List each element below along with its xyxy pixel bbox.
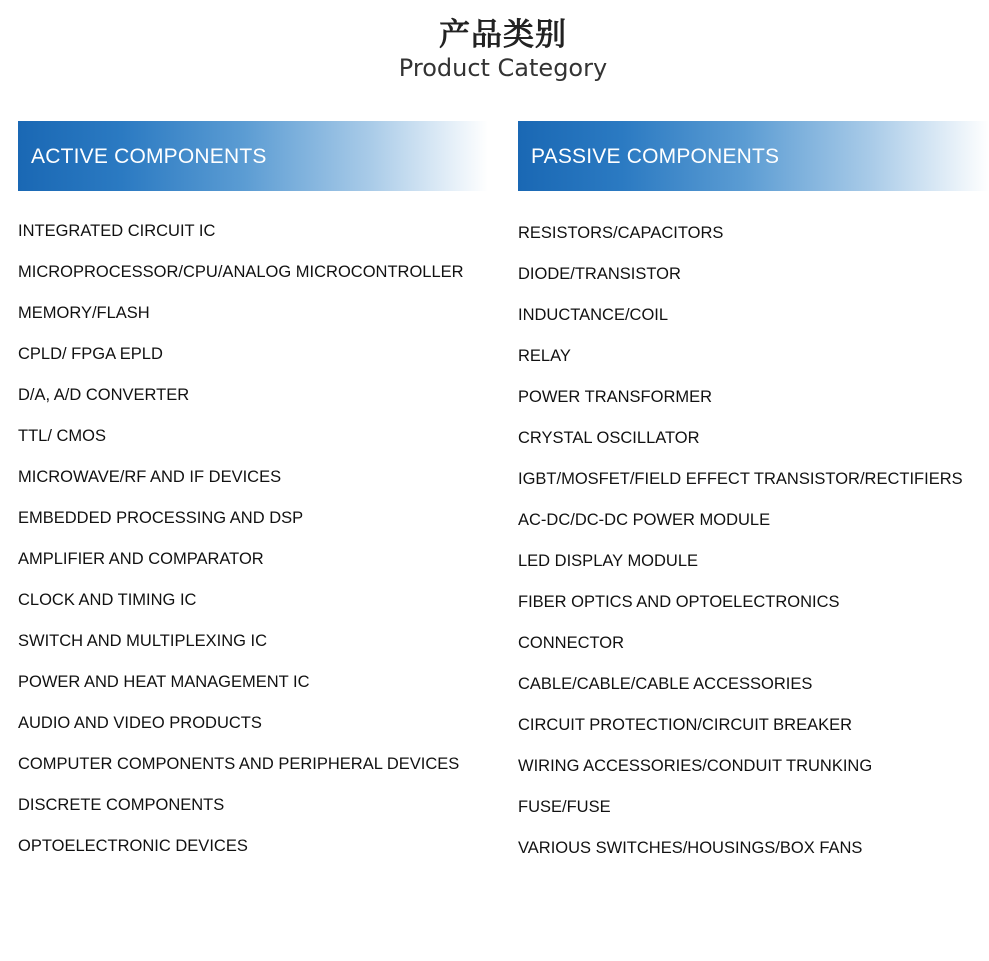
- passive-component-item[interactable]: DIODE/TRANSISTOR: [518, 265, 681, 283]
- active-component-item[interactable]: COMPUTER COMPONENTS AND PERIPHERAL DEVICES: [18, 755, 460, 773]
- active-components-heading: ACTIVE COMPONENTS: [31, 145, 267, 168]
- active-component-item[interactable]: OPTOELECTRONIC DEVICES: [18, 837, 248, 855]
- active-component-item[interactable]: TTL/ CMOS: [18, 427, 107, 445]
- active-component-item[interactable]: CPLD/ FPGA EPLD: [18, 345, 163, 363]
- active-components-section: [18, 121, 488, 877]
- passive-component-item[interactable]: RESISTORS/CAPACITORS: [518, 224, 724, 242]
- active-component-item[interactable]: CLOCK AND TIMING IC: [18, 591, 197, 609]
- passive-components-heading: PASSIVE COMPONENTS: [531, 145, 780, 168]
- passive-component-item[interactable]: WIRING ACCESSORIES/CONDUIT TRUNKING: [518, 757, 873, 775]
- active-components-list: [18, 221, 488, 877]
- active-component-item[interactable]: POWER AND HEAT MANAGEMENT IC: [18, 673, 310, 691]
- passive-component-item[interactable]: FIBER OPTICS AND OPTOELECTRONICS: [518, 593, 840, 611]
- active-component-item[interactable]: MEMORY/FLASH: [18, 304, 150, 322]
- passive-component-item[interactable]: AC-DC/DC-DC POWER MODULE: [518, 511, 771, 529]
- passive-component-item[interactable]: CONNECTOR: [518, 634, 625, 652]
- active-component-item[interactable]: MICROPROCESSOR/CPU/ANALOG MICROCONTROLLER: [18, 263, 464, 281]
- passive-component-item[interactable]: FUSE/FUSE: [518, 798, 611, 816]
- passive-components-list: [518, 223, 989, 879]
- passive-component-item[interactable]: CIRCUIT PROTECTION/CIRCUIT BREAKER: [518, 716, 853, 734]
- active-component-item[interactable]: D/A, A/D CONVERTER: [18, 386, 190, 404]
- passive-component-item[interactable]: IGBT/MOSFET/FIELD EFFECT TRANSISTOR/RECTIFIERS: [518, 470, 963, 488]
- passive-component-item[interactable]: CABLE/CABLE/CABLE ACCESSORIES: [518, 675, 813, 693]
- active-component-item[interactable]: MICROWAVE/RF AND IF DEVICES: [18, 468, 282, 486]
- passive-component-item[interactable]: LED DISPLAY MODULE: [518, 552, 699, 570]
- passive-components-section: [518, 121, 989, 879]
- passive-component-item[interactable]: INDUCTANCE/COIL: [518, 306, 669, 324]
- active-component-item[interactable]: DISCRETE COMPONENTS: [18, 796, 225, 814]
- passive-component-item[interactable]: CRYSTAL OSCILLATOR: [518, 429, 700, 447]
- passive-component-item[interactable]: VARIOUS SWITCHES/HOUSINGS/BOX FANS: [518, 839, 863, 857]
- active-component-item[interactable]: AMPLIFIER AND COMPARATOR: [18, 550, 264, 568]
- active-component-item[interactable]: INTEGRATED CIRCUIT IC: [18, 222, 216, 240]
- passive-component-item[interactable]: POWER TRANSFORMER: [518, 388, 713, 406]
- active-components-banner: [18, 121, 488, 191]
- passive-components-banner: [518, 121, 989, 191]
- active-component-item[interactable]: SWITCH AND MULTIPLEXING IC: [18, 632, 268, 650]
- active-component-item[interactable]: AUDIO AND VIDEO PRODUCTS: [18, 714, 262, 732]
- page-title-zh: 产品类别: [439, 17, 567, 53]
- active-component-item[interactable]: EMBEDDED PROCESSING AND DSP: [18, 509, 304, 527]
- page-title-en: Product Category: [398, 54, 608, 82]
- passive-component-item[interactable]: RELAY: [518, 347, 571, 365]
